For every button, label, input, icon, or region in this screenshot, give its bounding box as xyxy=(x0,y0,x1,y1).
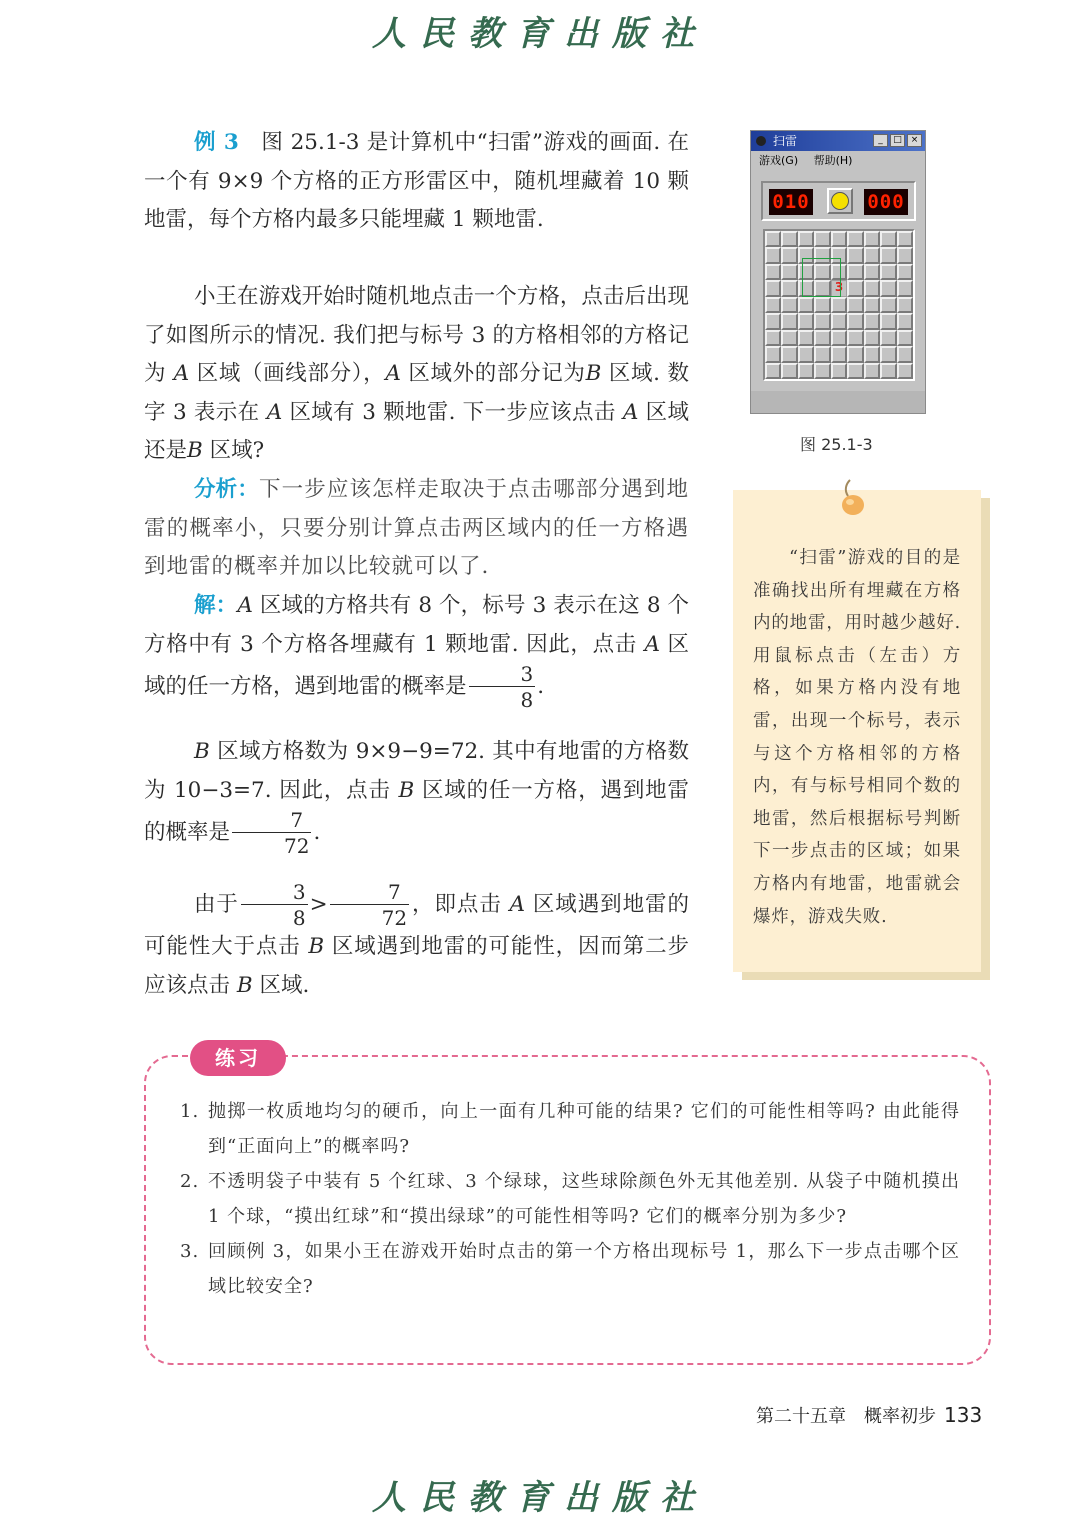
greater-than: > xyxy=(309,892,328,917)
solution-paragraph-2 xyxy=(144,733,689,856)
var-b: B xyxy=(187,438,203,463)
grid-cell xyxy=(897,297,913,313)
close-icon: × xyxy=(907,134,922,147)
grid-cell xyxy=(864,231,880,247)
var-a: A xyxy=(266,399,283,425)
figure-caption: 图 25.1-3 xyxy=(800,435,873,454)
exercise-list xyxy=(180,1094,960,1304)
menu-help: 帮助(H) xyxy=(813,154,853,167)
grid-cell xyxy=(814,297,830,313)
grid-cell xyxy=(847,297,863,313)
menu-game: 游戏(G) xyxy=(759,154,799,167)
grid-cell xyxy=(880,363,896,379)
var-b: B xyxy=(236,972,253,998)
grid-cell xyxy=(897,330,913,346)
grid-cell xyxy=(864,313,880,329)
grid-cell xyxy=(880,313,896,329)
text: 区域. xyxy=(259,972,310,998)
example-intro-text: 图 25.1-3 是计算机中“扫雷”游戏的画面. 在一个有 9×9 个方格的正方形雷区中，随机埋藏着 10 颗地雷，每个方格内最多只能埋藏 1 颗地雷. xyxy=(144,130,689,232)
analysis-paragraph xyxy=(144,471,689,587)
window-footer xyxy=(751,391,925,413)
grid-cell xyxy=(880,264,896,280)
grid-cell xyxy=(847,264,863,280)
timer: 000 xyxy=(864,189,908,215)
page-number: 133 xyxy=(944,1403,983,1427)
grid-cell xyxy=(847,313,863,329)
exercise-item xyxy=(180,1164,960,1234)
var-a: A xyxy=(173,361,190,386)
publisher-watermark-bottom: 人民教育出版社 xyxy=(372,1478,708,1518)
minesweeper-screenshot xyxy=(750,130,926,414)
var-a: A xyxy=(237,593,253,618)
grid-cell xyxy=(847,247,863,263)
example-intro xyxy=(144,124,689,240)
side-note xyxy=(733,490,981,972)
text: 区域还是 xyxy=(144,399,689,463)
var-a: A xyxy=(644,631,660,657)
var-a: A xyxy=(622,399,639,425)
grid-cell xyxy=(781,247,797,263)
grid-cell xyxy=(897,280,913,296)
grid-cell xyxy=(798,313,814,329)
grid-cell xyxy=(765,330,781,346)
grid-cell xyxy=(880,346,896,362)
grid-cell xyxy=(880,231,896,247)
grid-cell xyxy=(765,313,781,329)
grid-cell xyxy=(897,363,913,379)
grid-cell xyxy=(864,264,880,280)
grid-cell xyxy=(897,231,913,247)
grid-cell xyxy=(781,280,797,296)
side-note-text: “扫雷”游戏的目的是准确找出所有埋藏在方格内的地雷，用时越少越好. 用鼠标点击（左击）方格，如果方格内没有地雷，出现一个标号，表示与这个方格相邻的方格内，有与标号相同个数的地雷，然后根据标号判断下一步点击的区域；如果方格内有地雷，地雷就会爆炸，游戏失败. xyxy=(753,548,961,927)
grid-cell xyxy=(864,330,880,346)
grid-cell xyxy=(897,313,913,329)
grid-cell xyxy=(814,231,830,247)
grid-cell xyxy=(847,280,863,296)
grid-cell xyxy=(781,264,797,280)
grid-cell xyxy=(880,297,896,313)
grid-cell xyxy=(798,297,814,313)
exercise-text: 回顾例 3，如果小王在游戏开始时点击的第一个方格出现标号 1，那么下一步点击哪个区域比较安全? xyxy=(208,1241,960,1297)
mine-counter: 010 xyxy=(769,189,813,215)
exercise-number: 3. xyxy=(180,1241,200,1262)
grid-cell xyxy=(765,363,781,379)
example-paragraph-2 xyxy=(144,278,689,471)
exercise-item xyxy=(180,1094,960,1164)
text: 区域遇到地雷的可能性大于点击 xyxy=(144,892,689,959)
example-label: 例 3 xyxy=(194,130,239,155)
grid-cell xyxy=(781,297,797,313)
grid-cell xyxy=(864,247,880,263)
exercise-number: 1. xyxy=(180,1101,200,1122)
exercise-number: 2. xyxy=(180,1171,200,1192)
pushpin-icon xyxy=(838,478,868,518)
fraction-7-72: $\frac{7}{72}$ xyxy=(232,810,311,856)
grid-cell xyxy=(765,297,781,313)
exercise-text: 抛掷一枚质地均匀的硬币，向上一面有几种可能的结果? 它们的可能性相等吗? 由此能得到“正面向上”的概率吗? xyxy=(208,1101,960,1157)
grid-cell xyxy=(765,264,781,280)
var-b: B xyxy=(308,934,325,959)
text: 小王在游戏开始时随机地点击一个方格，点击后出现了如图所示的情况. 我们把与标号 3 的方格相邻的方格记为 xyxy=(144,284,689,386)
grid-cell xyxy=(831,231,847,247)
text: . xyxy=(313,820,321,845)
grid-cell xyxy=(781,231,797,247)
grid-cell xyxy=(897,247,913,263)
mine-icon xyxy=(756,136,766,146)
grid-cell xyxy=(831,297,847,313)
grid-cell xyxy=(897,346,913,362)
grid-cell xyxy=(897,264,913,280)
grid-cell xyxy=(798,231,814,247)
exercise-text: 不透明袋子中装有 5 个红球、3 个绿球，这些球除颜色外无其他差别. 从袋子中随机摸出 1 个球，“摸出红球”和“摸出绿球”的可能性相等吗? 它们的概率分别为多少? xyxy=(208,1171,960,1227)
fraction-3-8: $\frac{3}{8}$ xyxy=(469,664,536,710)
grid-cell xyxy=(781,363,797,379)
grid-cell xyxy=(831,330,847,346)
grid-cell xyxy=(864,297,880,313)
solution-paragraph-1 xyxy=(144,587,689,710)
text: 区域外的部分记为 xyxy=(408,361,586,386)
text: 区域的任一方格，遇到地雷的概率是 xyxy=(144,631,689,699)
analysis-text: 下一步应该怎样走取决于点击哪部分遇到地雷的概率小，只要分别计算点击两区域内的任一方格遇到地雷的概率并加以比较就可以了. xyxy=(144,477,689,579)
minefield-grid xyxy=(763,229,915,381)
text: 区域的方格共有 8 个，标号 3 表示在这 8 个方格中有 3 个方格各埋藏有 1 颗地雷. 因此，点击 xyxy=(144,593,689,657)
grid-cell xyxy=(765,346,781,362)
grid-cell xyxy=(814,346,830,362)
grid-cell xyxy=(847,330,863,346)
solution-label: 解： xyxy=(194,593,238,618)
text: 区域有 3 颗地雷. 下一步应该点击 xyxy=(289,399,616,425)
text: 由于 xyxy=(194,892,239,917)
grid-cell xyxy=(847,363,863,379)
grid-cell xyxy=(864,346,880,362)
exercise-title: 练习 xyxy=(190,1040,286,1076)
var-b: B xyxy=(585,361,602,386)
text: 区域? xyxy=(209,438,265,463)
grid-cell xyxy=(765,247,781,263)
text: 区域. 数字 3 表示在 xyxy=(144,361,689,425)
fraction-3-8: $\frac{3}{8}$ xyxy=(241,882,308,928)
fraction-7-72: $\frac{7}{72}$ xyxy=(330,882,409,928)
grid-cell xyxy=(880,247,896,263)
grid-cell xyxy=(847,346,863,362)
revealed-cell: 3 xyxy=(831,280,847,296)
chapter-title: 第二十五章 概率初步 xyxy=(756,1406,936,1427)
text: 区域方格数为 9×9−9=72. 其中有地雷的方格数为 10−3=7. 因此，点击 xyxy=(144,739,689,803)
smiley-face-icon xyxy=(827,188,853,214)
minimize-icon: _ xyxy=(873,134,888,147)
area-a-highlight xyxy=(802,258,841,297)
window-titlebar xyxy=(751,131,925,151)
status-panel xyxy=(761,181,916,221)
grid-cell xyxy=(798,330,814,346)
grid-cell xyxy=(814,330,830,346)
maximize-icon: □ xyxy=(890,134,905,147)
var-b: B xyxy=(194,739,210,764)
grid-cell xyxy=(781,330,797,346)
grid-cell xyxy=(831,313,847,329)
grid-cell xyxy=(847,231,863,247)
grid-cell xyxy=(831,346,847,362)
page-footer xyxy=(756,1402,982,1428)
var-b: B xyxy=(398,777,415,803)
grid-cell xyxy=(765,231,781,247)
text: . xyxy=(537,674,545,699)
grid-cell xyxy=(880,280,896,296)
exercise-item xyxy=(180,1234,960,1304)
grid-cell xyxy=(864,280,880,296)
grid-cell xyxy=(781,346,797,362)
grid-cell xyxy=(864,363,880,379)
var-a: A xyxy=(509,892,526,917)
analysis-label: 分析： xyxy=(194,477,259,502)
text: 区域（画线部分）， xyxy=(196,361,386,386)
grid-cell xyxy=(831,363,847,379)
text: 区域的任一方格，遇到地雷的概率是 xyxy=(144,777,689,845)
window-menu xyxy=(751,151,925,171)
grid-cell xyxy=(814,313,830,329)
grid-cell xyxy=(814,363,830,379)
var-a: A xyxy=(385,361,401,386)
grid-cell xyxy=(798,363,814,379)
window-title: 扫雷 xyxy=(773,134,798,148)
publisher-watermark-top: 人民教育出版社 xyxy=(372,14,708,54)
grid-cell xyxy=(798,346,814,362)
grid-cell xyxy=(781,313,797,329)
text: ，即点击 xyxy=(411,892,502,917)
text: 区域遇到地雷的可能性，因而第二步应该点击 xyxy=(144,934,689,998)
grid-cell xyxy=(765,280,781,296)
solution-paragraph-3 xyxy=(144,882,689,1005)
grid-cell xyxy=(880,330,896,346)
